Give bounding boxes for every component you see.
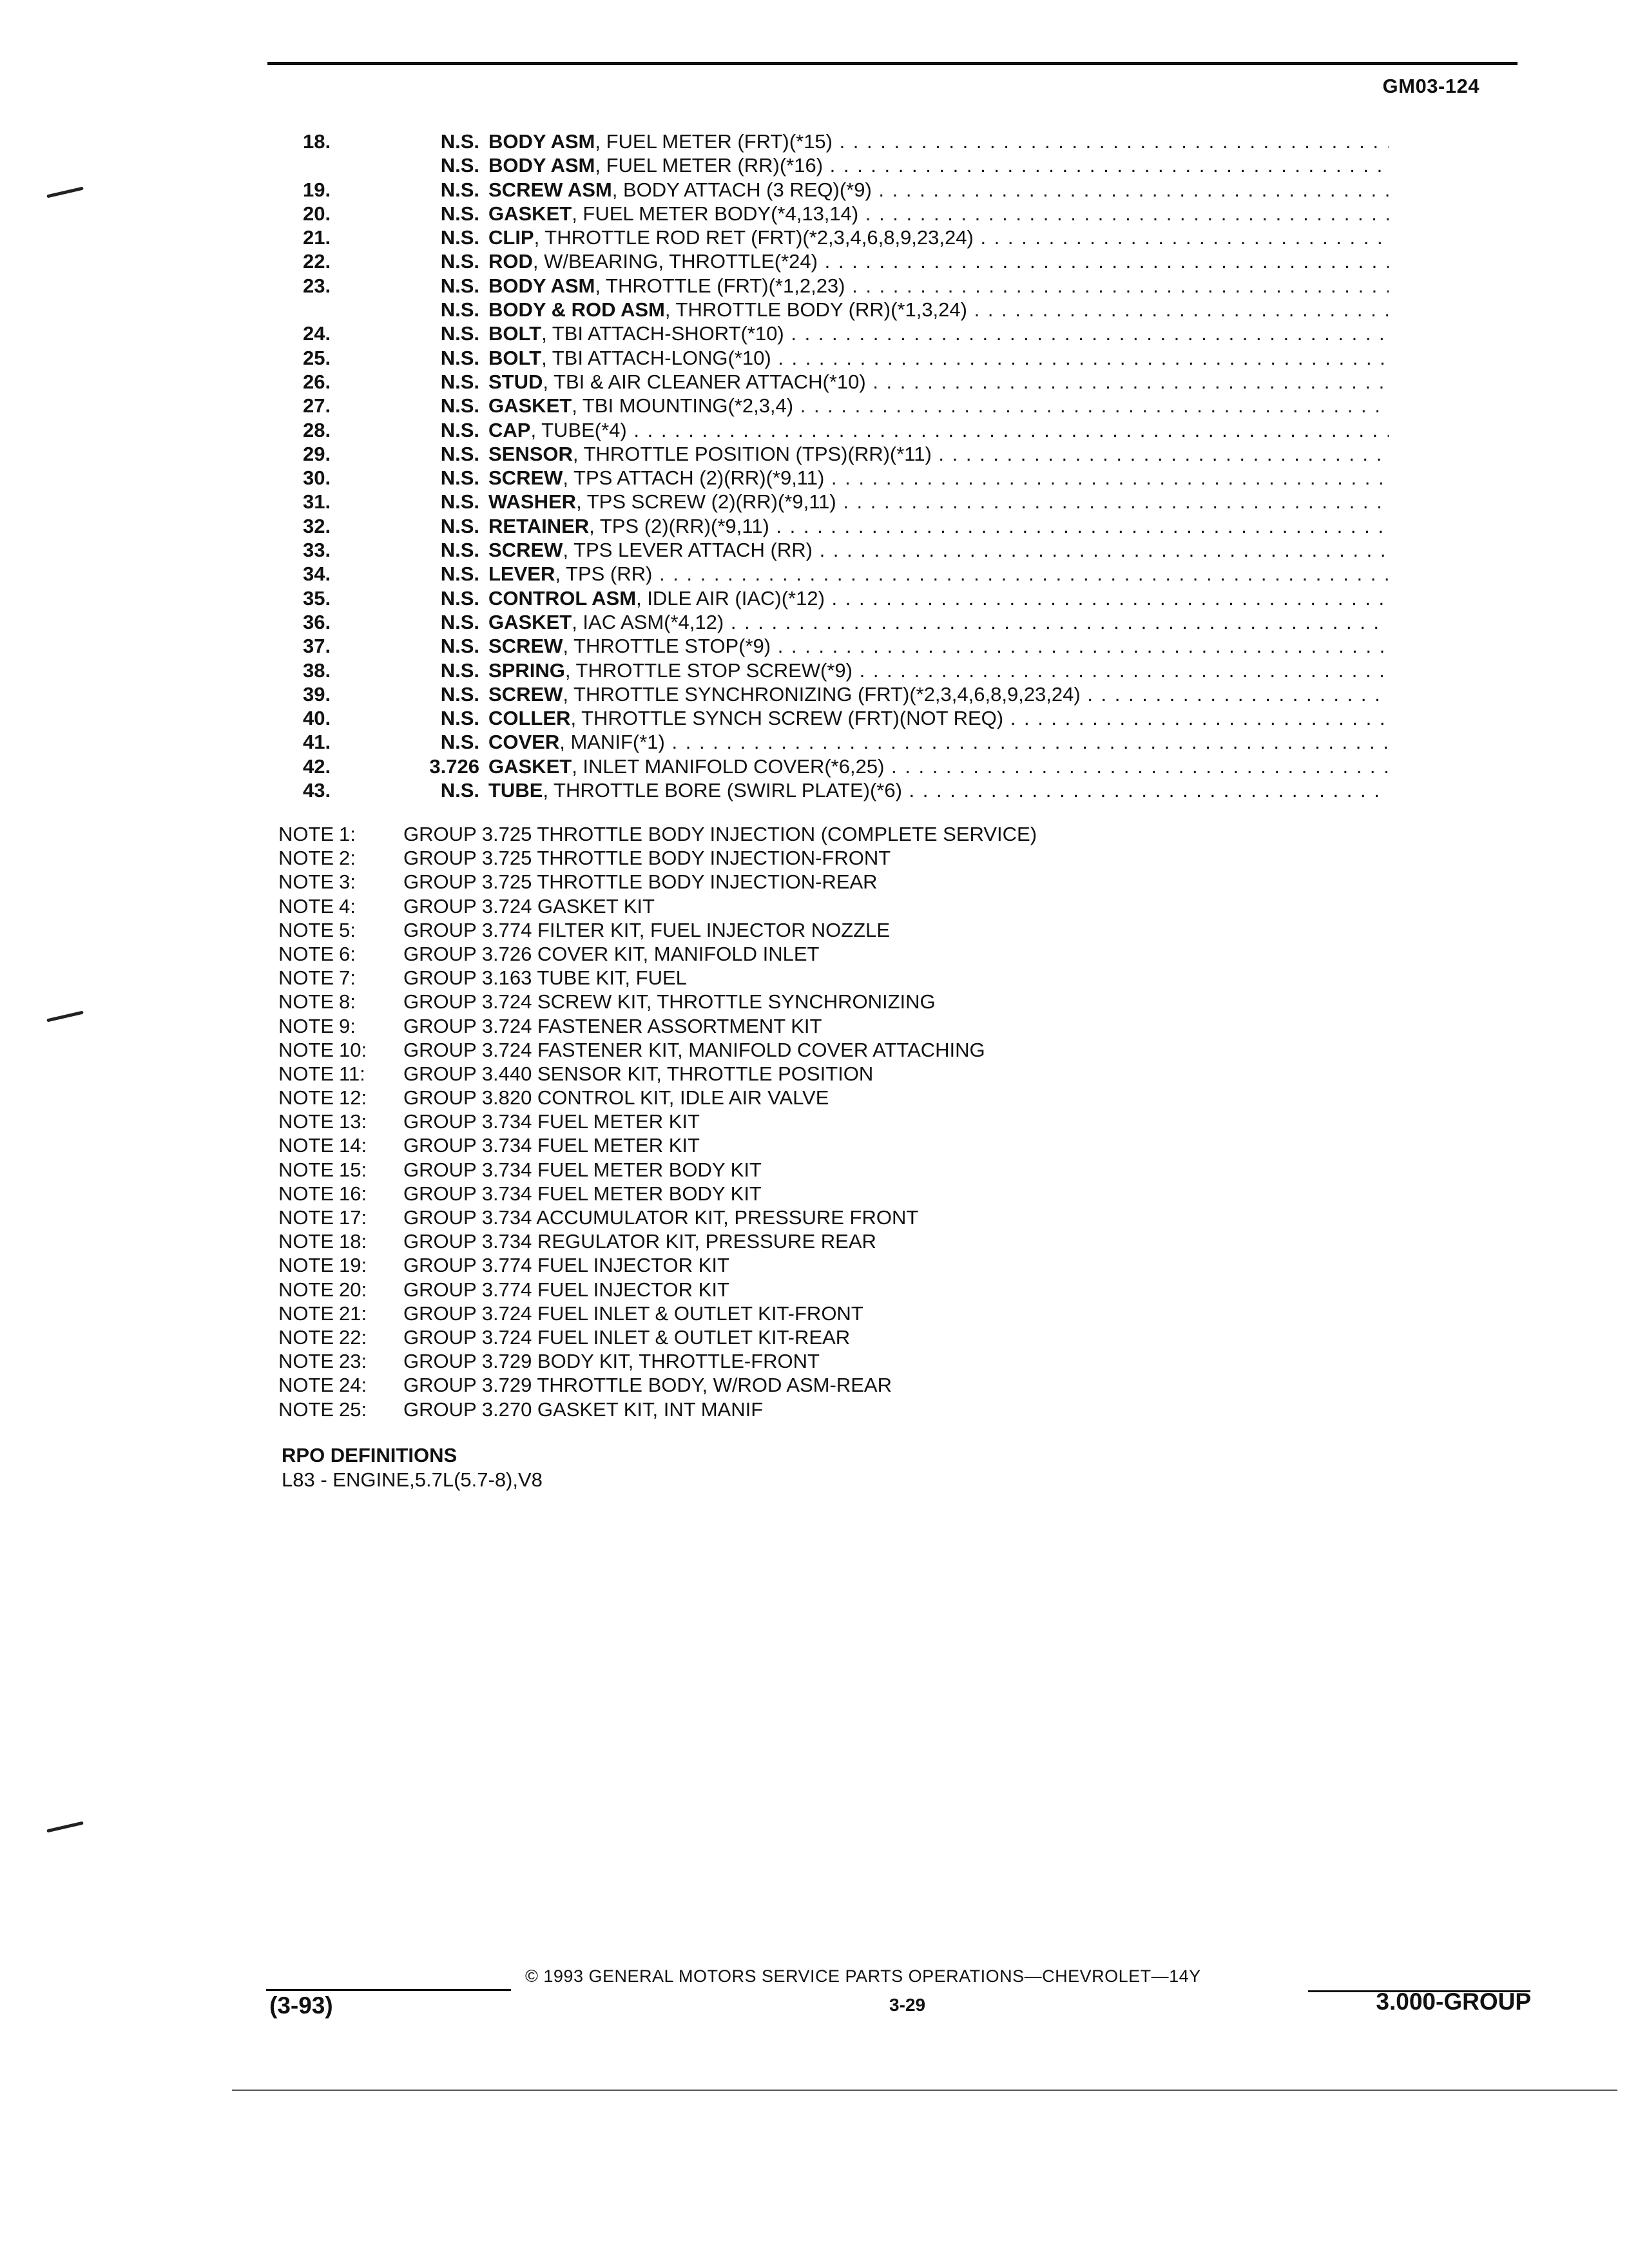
note-label: NOTE [278,1086,334,1110]
part-number: 22. [303,250,331,273]
part-row [284,130,1389,154]
note-number: 20: [339,1278,367,1301]
part-row [284,731,1389,754]
part-detail: , THROTTLE POSITION (TPS)(RR)(*11) [572,442,932,465]
part-row [284,394,1389,418]
note-text: GROUP 3.163 TUBE KIT, FUEL [403,966,687,990]
note-row [278,919,1037,943]
footer-rule-left [266,1989,511,1991]
part-name: CAP [488,418,531,441]
note-row [278,943,1037,966]
part-description [488,154,1389,177]
part-detail: , THROTTLE ROD RET (FRT)(*2,3,4,6,8,9,23,24) [534,226,974,249]
part-group: N.S. [440,250,479,273]
note-label: NOTE [278,847,334,870]
part-detail: , THROTTLE BODY (RR)(*1,3,24) [664,298,967,322]
part-description [488,779,1389,802]
note-label: NOTE [278,1230,334,1253]
part-number: 23. [303,274,331,297]
part-detail: , TPS SCREW (2)(RR)(*9,11) [576,490,836,514]
note-row [278,1230,1037,1254]
part-name: SCREW [488,682,563,706]
part-group: N.S. [440,178,479,201]
part-description [488,683,1389,706]
part-description [488,250,1389,273]
part-description [488,755,1389,778]
part-name: RETAINER [488,514,590,537]
note-number: 8: [339,990,356,1014]
note-label: NOTE [278,1206,334,1229]
group-code: 3.000-GROUP [1376,1988,1531,2015]
part-description [488,466,1389,490]
note-row [278,823,1037,847]
note-number: 14: [339,1134,367,1157]
part-row [284,562,1389,586]
part-row [284,490,1389,514]
note-row [278,1398,1037,1422]
part-group: N.S. [440,779,479,802]
part-number: 40. [303,707,331,730]
note-row [278,1302,1037,1326]
part-name: BODY ASM [488,154,595,177]
note-label: NOTE [278,1014,334,1037]
note-label: NOTE [278,1278,334,1301]
note-label: NOTE [278,1398,334,1421]
part-group: N.S. [440,202,479,225]
part-name: SCREW ASM [488,178,612,201]
part-detail: , TBI ATTACH-LONG(*10) [541,346,771,369]
part-detail: , BODY ATTACH (3 REQ)(*9) [612,178,872,201]
part-name: GASKET [488,754,572,778]
note-row [278,966,1037,990]
part-group: N.S. [440,442,479,465]
part-group: N.S. [440,707,479,730]
note-text: GROUP 3.734 REGULATOR KIT, PRESSURE REAR [403,1230,876,1253]
part-number: 29. [303,442,331,465]
part-description [488,443,1389,466]
part-row [284,443,1389,466]
note-row [278,1278,1037,1302]
note-row [278,990,1037,1014]
note-text: GROUP 3.820 CONTROL KIT, IDLE AIR VALVE [403,1086,829,1110]
part-description [488,539,1389,562]
part-row [284,779,1389,803]
part-name: GASKET [488,610,572,633]
note-label: NOTE [278,990,334,1014]
part-row [284,683,1389,707]
part-detail: , IAC ASM(*4,12) [572,610,724,633]
note-label: NOTE [278,942,334,965]
note-label: NOTE [278,1038,334,1061]
note-number: 6: [339,942,356,965]
note-text: GROUP 3.724 FASTENER KIT, MANIFOLD COVER ATTACHING [403,1038,985,1061]
part-row [284,202,1389,226]
part-row [284,154,1389,178]
note-number: 17: [339,1206,367,1229]
copyright-line: © 1993 GENERAL MOTORS SERVICE PARTS OPERATIONS—CHEVROLET—14Y [525,1966,1201,1986]
note-number: 15: [339,1158,367,1181]
part-number: 25. [303,346,331,369]
note-number: 13: [339,1110,367,1133]
part-description [488,419,1389,442]
part-name: TUBE [488,779,543,802]
part-name: COVER [488,731,560,754]
part-name: SCREW [488,539,563,562]
page-number: 3-29 [889,1995,926,2015]
part-group: N.S. [440,154,479,177]
date-code: (3-93) [269,1992,333,2019]
part-detail: , W/BEARING, THROTTLE(*24) [532,250,818,273]
note-text: GROUP 3.734 ACCUMULATOR KIT, PRESSURE FRONT [403,1206,919,1229]
part-number: 32. [303,514,331,537]
note-number: 5: [339,918,356,941]
note-label: NOTE [278,966,334,990]
note-label: NOTE [278,1158,334,1181]
notes-list [278,823,1037,1422]
part-group: N.S. [440,466,479,490]
note-label: NOTE [278,894,334,918]
part-description [488,322,1389,345]
note-text: GROUP 3.725 THROTTLE BODY INJECTION-FRONT [403,847,891,870]
part-description [488,515,1389,538]
part-row [284,755,1389,779]
note-label: NOTE [278,1350,334,1373]
note-row [278,1254,1037,1278]
part-number: 30. [303,466,331,490]
part-description [488,298,1389,322]
note-label: NOTE [278,1062,334,1085]
part-group: N.S. [440,514,479,537]
part-group: N.S. [440,418,479,441]
header-rule [267,62,1518,65]
note-label: NOTE [278,870,334,894]
note-number: 16: [339,1182,367,1205]
part-description [488,274,1389,298]
note-number: 23: [339,1350,367,1373]
note-number: 9: [339,1014,356,1037]
part-group: N.S. [440,322,479,345]
part-name: COLLER [488,707,571,730]
part-row [284,635,1389,658]
part-detail: , INLET MANIFOLD COVER(*6,25) [572,754,885,778]
note-text: GROUP 3.734 FUEL METER BODY KIT [403,1182,762,1205]
note-row [278,1206,1037,1230]
part-description [488,226,1389,249]
part-name: LEVER [488,562,555,586]
note-text: GROUP 3.725 THROTTLE BODY INJECTION-REAR [403,870,878,894]
part-number: 27. [303,394,331,418]
note-text: GROUP 3.774 FUEL INJECTOR KIT [403,1254,729,1277]
part-description [488,347,1389,370]
part-group: N.S. [440,226,479,249]
part-name: WASHER [488,490,577,514]
note-number: 10: [339,1038,367,1061]
note-row [278,1158,1037,1182]
part-detail: , TUBE(*4) [530,418,627,441]
part-description [488,178,1389,202]
note-number: 7: [339,966,356,990]
note-label: NOTE [278,1302,334,1325]
part-detail: , TPS (RR) [555,562,653,586]
part-description [488,611,1389,634]
note-text: GROUP 3.734 FUEL METER BODY KIT [403,1158,762,1181]
note-text: GROUP 3.440 SENSOR KIT, THROTTLE POSITION [403,1062,874,1085]
note-text: GROUP 3.724 FASTENER ASSORTMENT KIT [403,1014,822,1037]
part-number: 20. [303,202,331,225]
part-description [488,587,1389,610]
part-description [488,490,1389,514]
note-text: GROUP 3.729 THROTTLE BODY, W/ROD ASM-REAR [403,1374,892,1397]
note-text: GROUP 3.724 FUEL INLET & OUTLET KIT-REAR [403,1325,851,1349]
part-group: N.S. [440,682,479,706]
part-detail: , THROTTLE BORE (SWIRL PLATE)(*6) [543,779,902,802]
part-detail: , THROTTLE (FRT)(*1,2,23) [595,274,845,297]
part-row [284,707,1389,731]
note-label: NOTE [278,1374,334,1397]
part-name: SENSOR [488,442,573,465]
binder-hole-mark-2 [46,1011,84,1023]
note-row [278,1134,1037,1158]
note-number: 24: [339,1374,367,1397]
part-group: N.S. [440,346,479,369]
part-description [488,707,1389,730]
part-description [488,659,1389,682]
note-label: NOTE [278,1110,334,1133]
part-detail: , THROTTLE STOP SCREW(*9) [564,658,853,682]
note-number: 4: [339,894,356,918]
part-number: 43. [303,779,331,802]
note-number: 19: [339,1254,367,1277]
part-group: N.S. [440,635,479,658]
note-label: NOTE [278,918,334,941]
note-row [278,1374,1037,1398]
part-number: 37. [303,635,331,658]
part-number: 41. [303,731,331,754]
part-row [284,466,1389,490]
binder-hole-mark-1 [46,187,84,198]
part-name: ROD [488,250,533,273]
part-group: N.S. [440,539,479,562]
part-detail: , THROTTLE STOP(*9) [563,635,771,658]
part-name: SCREW [488,466,563,490]
part-name: BOLT [488,346,542,369]
part-row [284,611,1389,635]
part-row [284,322,1389,346]
part-number: 31. [303,490,331,514]
part-detail: , FUEL METER (FRT)(*15) [595,130,833,153]
rpo-line: L83 - ENGINE,5.7L(5.7-8),V8 [282,1468,543,1491]
part-number: 34. [303,562,331,586]
part-detail: , TBI & AIR CLEANER ATTACH(*10) [543,370,866,393]
part-group: N.S. [440,298,479,322]
part-group: N.S. [440,586,479,610]
note-label: NOTE [278,1254,334,1277]
part-number: 33. [303,539,331,562]
part-description [488,202,1389,226]
part-number: 21. [303,226,331,249]
part-name: CONTROL ASM [488,586,637,610]
bottom-rule [232,2090,1617,2091]
part-row [284,250,1389,274]
note-label: NOTE [278,823,334,845]
part-detail: , FUEL METER BODY(*4,13,14) [572,202,859,225]
note-row [278,847,1037,870]
note-text: GROUP 3.774 FILTER KIT, FUEL INJECTOR NOZZLE [403,918,891,941]
part-number: 26. [303,370,331,393]
note-row [278,1326,1037,1350]
part-description [488,562,1389,586]
part-row [284,515,1389,539]
part-row [284,539,1389,562]
part-row [284,659,1389,683]
note-number: 12: [339,1086,367,1110]
rpo-title: RPO DEFINITIONS [282,1444,458,1466]
part-group: N.S. [440,658,479,682]
part-detail: , TPS LEVER ATTACH (RR) [563,539,813,562]
note-row [278,895,1037,919]
part-row [284,370,1389,394]
note-text: GROUP 3.724 GASKET KIT [403,894,655,918]
part-description [488,394,1389,418]
part-name: SPRING [488,658,565,682]
part-row [284,274,1389,298]
part-detail: , TBI MOUNTING(*2,3,4) [572,394,794,418]
binder-hole-mark-3 [46,1821,84,1833]
note-number: 22: [339,1325,367,1349]
note-row [278,870,1037,894]
part-group: N.S. [440,394,479,418]
part-name: STUD [488,370,543,393]
part-number: 38. [303,658,331,682]
note-text: GROUP 3.729 BODY KIT, THROTTLE-FRONT [403,1350,820,1373]
part-detail: , IDLE AIR (IAC)(*12) [636,586,825,610]
part-group: N.S. [440,562,479,586]
note-number: 25: [339,1398,367,1421]
part-row [284,419,1389,443]
part-name: GASKET [488,202,572,225]
note-text: GROUP 3.734 FUEL METER KIT [403,1134,700,1157]
part-description [488,370,1389,394]
part-row [284,226,1389,250]
note-row [278,1182,1037,1206]
part-number: 42. [303,754,331,778]
part-number: 28. [303,418,331,441]
part-group: N.S. [440,370,479,393]
note-row [278,1086,1037,1110]
part-detail: , TPS ATTACH (2)(RR)(*9,11) [563,466,825,490]
part-name: BODY ASM [488,274,595,297]
part-row [284,178,1389,202]
note-row [278,1350,1037,1374]
part-number: 36. [303,610,331,633]
part-name: GASKET [488,394,572,418]
part-number: 35. [303,586,331,610]
part-group: 3.726 [429,754,479,778]
part-row [284,587,1389,611]
note-number: 3: [339,870,356,894]
part-name: BOLT [488,322,542,345]
part-row [284,347,1389,370]
rpo-definitions [282,1443,543,1492]
part-number: 18. [303,130,331,153]
part-group: N.S. [440,731,479,754]
note-number: 18: [339,1230,367,1253]
note-text: GROUP 3.774 FUEL INJECTOR KIT [403,1278,729,1301]
note-row [278,1015,1037,1039]
part-group: N.S. [440,490,479,514]
note-label: NOTE [278,1182,334,1205]
note-number: 11: [339,1062,365,1085]
part-group: N.S. [440,610,479,633]
part-detail: , FUEL METER (RR)(*16) [595,154,824,177]
note-text: GROUP 3.724 FUEL INLET & OUTLET KIT-FRONT [403,1302,863,1325]
part-number: 39. [303,682,331,706]
note-row [278,1039,1037,1062]
note-text: GROUP 3.734 FUEL METER KIT [403,1110,700,1133]
note-text: GROUP 3.726 COVER KIT, MANIFOLD INLET [403,942,820,965]
part-description [488,731,1389,754]
part-name: BODY ASM [488,130,595,153]
part-detail: , TPS (2)(RR)(*9,11) [589,514,769,537]
part-number: 24. [303,322,331,345]
part-group: N.S. [440,274,479,297]
part-number: 19. [303,178,331,201]
part-detail: , THROTTLE SYNCH SCREW (FRT)(NOT REQ) [570,707,1004,730]
part-name: SCREW [488,635,563,658]
note-text: GROUP 3.724 SCREW KIT, THROTTLE SYNCHRONIZING [403,990,936,1014]
parts-list [284,130,1389,803]
note-number: 1: [339,823,356,845]
part-group: N.S. [440,130,479,153]
part-detail: , THROTTLE SYNCHRONIZING (FRT)(*2,3,4,6,8,9,23,24) [563,682,1081,706]
part-description [488,130,1389,153]
part-detail: , TBI ATTACH-SHORT(*10) [541,322,784,345]
part-name: BODY & ROD ASM [488,298,665,322]
part-name: CLIP [488,226,534,249]
note-label: NOTE [278,1325,334,1349]
note-text: GROUP 3.725 THROTTLE BODY INJECTION (COMPLETE SERVICE) [403,823,1037,845]
note-label: NOTE [278,1134,334,1157]
part-description [488,635,1389,658]
document-id: GM03-124 [1382,75,1480,97]
note-row [278,1110,1037,1134]
note-number: 21: [339,1302,367,1325]
part-detail: , MANIF(*1) [559,731,665,754]
note-number: 2: [339,847,356,870]
note-row [278,1062,1037,1086]
part-row [284,298,1389,322]
note-text: GROUP 3.270 GASKET KIT, INT MANIF [403,1398,764,1421]
